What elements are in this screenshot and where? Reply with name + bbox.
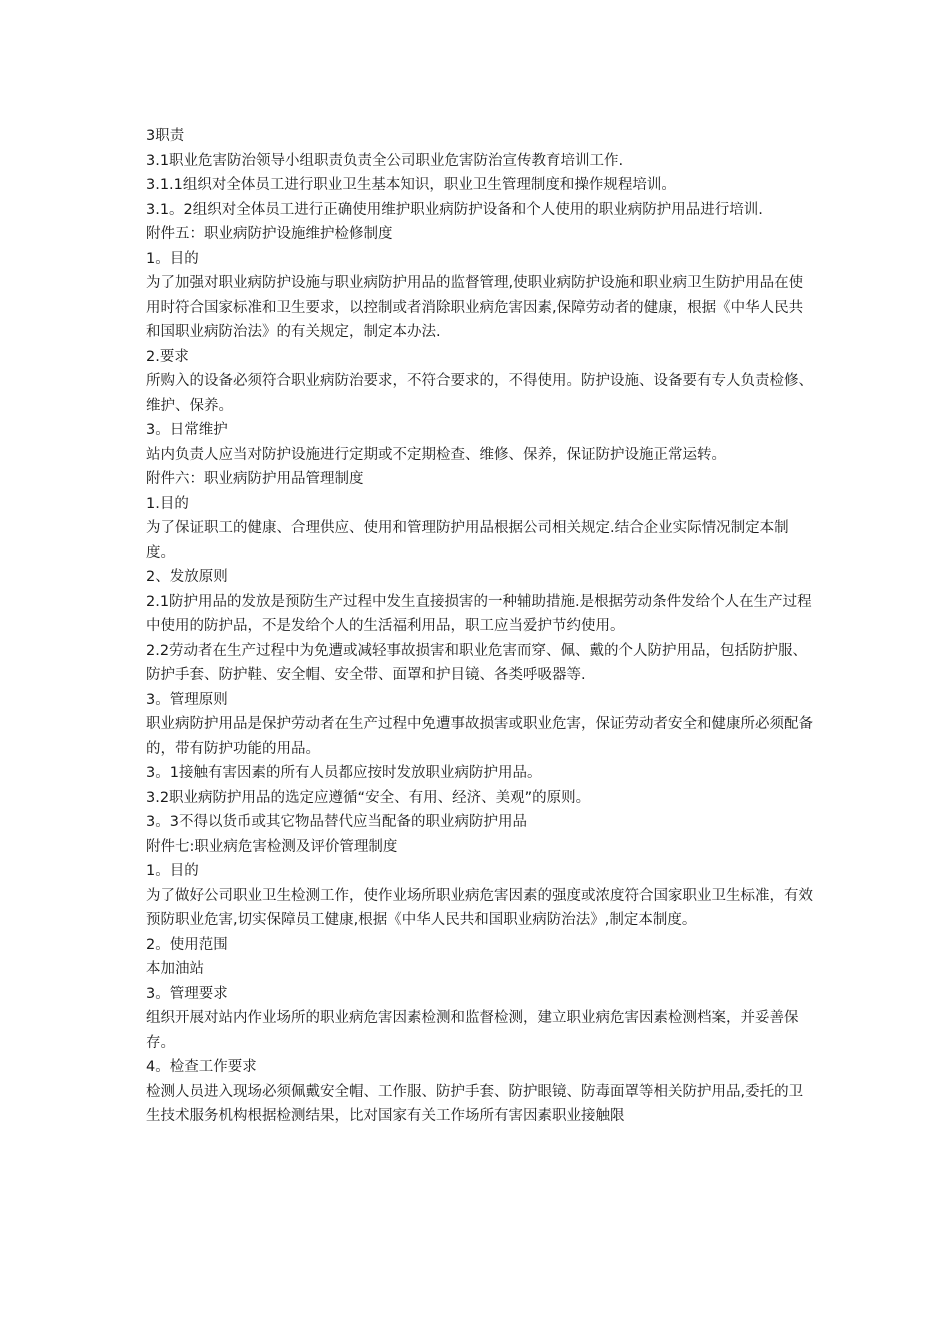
paragraph: 本加油站 [146, 961, 204, 977]
paragraph: 为了保证职工的健康、合理供应、使用和管理防护用品根据公司相关规定.结合企业实际情况制定本制度。 [146, 520, 789, 561]
section-heading: 1。目的 [146, 863, 199, 879]
paragraph: 3.1.1组织对全体员工进行职业卫生基本知识，职业卫生管理制度和操作规程培训。 [146, 177, 676, 193]
paragraph: 3.1职业危害防治领导小组职责负责全公司职业危害防治宣传教育培训工作. [146, 152, 624, 169]
paragraph: 为了加强对职业病防护设施与职业病防护用品的监督管理,使职业病防护设施和职业病卫生防护用品在使用时符合国家标准和卫生要求，以控制或者消除职业病危害因素,保障劳动者的健康，根据《中华人民共和国职业病防治法》的有关规定，制定本办法. [146, 275, 804, 340]
section-heading: 1。目的 [146, 250, 199, 267]
paragraph: 所购入的设备必须符合职业病防治要求，不符合要求的，不得使用。防护设施、设备要有专人负责检修、维护、保养。 [146, 373, 813, 414]
paragraph: 职业病防护用品是保护劳动者在生产过程中免遭事故损害或职业危害，保证劳动者安全和健康所必须配备的，带有防护功能的用品。 [146, 716, 813, 757]
section-heading: 1.目的 [146, 495, 189, 512]
paragraph: 3.2职业病防护用品的选定应遵循“安全、有用、经济、美观”的原则。 [146, 789, 591, 806]
paragraph: 为了做好公司职业卫生检测工作，使作业场所职业病危害因素的强度或浓度符合国家职业卫生标准，有效预防职业危害,切实保障员工健康,根据《中华人民共和国职业病防治法》,制定本制度。 [146, 887, 813, 928]
section-heading: 3。日常维护 [146, 422, 228, 438]
paragraph: 2.2劳动者在生产过程中为免遭或减轻事故损害和职业危害而穿、佩、戴的个人防护用品，包括防护服、防护手套、防护鞋、安全帽、安全带、面罩和护目镜、各类呼吸器等. [146, 642, 808, 683]
section-heading: 2.要求 [146, 348, 189, 365]
document-page [146, 124, 814, 1129]
section-heading: 3。管理原则 [146, 691, 228, 708]
paragraph: 组织开展对站内作业场所的职业病危害因素检测和监督检测，建立职业病危害因素检测档案，并妥善保存。 [146, 1010, 799, 1051]
appendix-heading: 附件六：职业病防护用品管理制度 [146, 471, 364, 487]
paragraph: 3.1。2组织对全体员工进行正确使用维护职业病防护设备和个人使用的职业病防护用品进行培训. [146, 201, 763, 218]
paragraph: 检测人员进入现场必须佩戴安全帽、工作服、防护手套、防护眼镜、防毒面罩等相关防护用品,委托的卫生技术服务机构根据检测结果，比对国家有关工作场所有害因素职业接触限 [146, 1083, 804, 1124]
paragraph: 3。3不得以货币或其它物品替代应当配备的职业病防护用品 [146, 814, 527, 830]
section-heading: 3。管理要求 [146, 985, 228, 1002]
section-heading: 2。使用范围 [146, 936, 228, 953]
section-heading: 2、发放原则 [146, 569, 228, 585]
appendix-heading: 附件七:职业病危害检测及评价管理制度 [146, 838, 398, 855]
paragraph: 3。1接触有害因素的所有人员都应按时发放职业病防护用品。 [146, 765, 542, 781]
appendix-heading: 附件五：职业病防护设施维护检修制度 [146, 226, 393, 242]
section-heading: 4。检查工作要求 [146, 1059, 257, 1075]
section-heading: 3职责 [146, 128, 185, 144]
paragraph: 2.1防护用品的发放是预防生产过程中发生直接损害的一种辅助措施.是根据劳动条件发给个人在生产过程中使用的防护品，不是发给个人的生活福利用品，职工应当爱护节约使用。 [146, 593, 812, 634]
paragraph: 站内负责人应当对防护设施进行定期或不定期检查、维修、保养，保证防护设施正常运转。 [146, 446, 726, 463]
